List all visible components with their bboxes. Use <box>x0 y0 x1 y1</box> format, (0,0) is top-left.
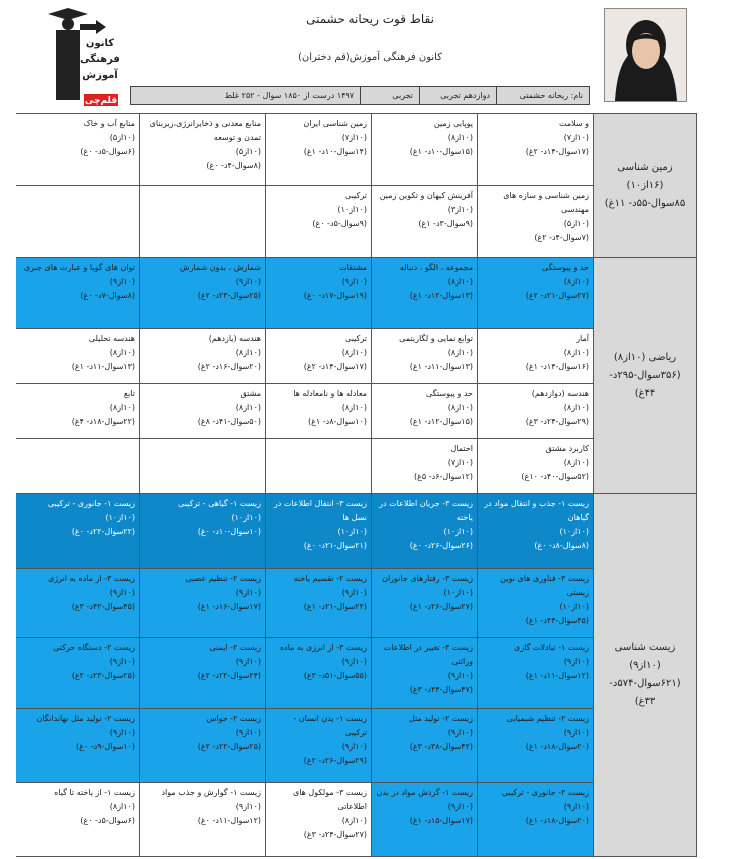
table-row <box>16 114 697 186</box>
topic-name: هندسه (یازدهم) <box>208 334 261 343</box>
topic-detail: (۶سوال-۵د- ۰غ) <box>80 147 135 156</box>
topic-score: (۱۰از۸) <box>341 403 367 412</box>
topic-name: زیست ۳- مولکول های اطلاعاتی <box>292 788 367 811</box>
topic-cell <box>478 186 594 258</box>
topic-score: (۱۰از۷) <box>341 133 367 142</box>
topic-name: زیست ۱- از یاخته تا گیاه <box>54 788 135 797</box>
topic-name: زیست ۱- گردش مواد در بدن <box>376 788 473 797</box>
topic-cell <box>372 258 478 329</box>
topic-cell <box>266 494 372 569</box>
student-name: نام: ریحانه حشمتی <box>496 87 589 104</box>
topic-detail: (۱۵سوال-۱۰د- ۱غ) <box>409 147 473 156</box>
topic-cell <box>16 439 140 494</box>
topic-detail: (۲۴سوال-۲۲د- ۲غ) <box>197 671 261 680</box>
topic-score: (۱۰از۸) <box>563 348 589 357</box>
topic-score: (۱۰از۹) <box>563 657 589 666</box>
topic-cell <box>478 384 594 439</box>
topic-detail: (۱۲سوال-۶د- ۵غ) <box>414 472 473 481</box>
topic-cell <box>16 783 140 857</box>
topic-name: زیست ۳- انتقال اطلاعات در نسل ها <box>273 499 367 522</box>
topic-detail: (۸سوال-۸د- ۰غ) <box>534 541 589 550</box>
topic-cell <box>16 114 140 186</box>
topic-cell <box>266 569 372 638</box>
topic-name: زیست ۲- تولید مثل نهاندانگان <box>36 714 135 723</box>
topic-name: زیست ۳- جریان اطلاعات در یاخته <box>379 499 473 522</box>
subject-cell <box>594 494 697 857</box>
topic-cell <box>478 569 594 638</box>
topic-score: (۱۰از۸) <box>447 403 473 412</box>
subject-cell <box>594 114 697 258</box>
topic-detail: (۲۰سوال-۱۶د- ۲غ) <box>197 362 261 371</box>
topic-detail: (۱۷سوال-۱۵د- ۱غ) <box>409 816 473 825</box>
topic-name: زیست ۳- از ماده به انرژی <box>47 574 135 583</box>
topic-cell <box>266 783 372 857</box>
topic-detail: (۴۵سوال-۴۲د- ۳غ) <box>71 602 135 611</box>
topic-cell <box>478 783 594 857</box>
topic-score: (۱۰از۹) <box>341 588 367 597</box>
logo-line-4: قلم‌چی <box>84 96 118 106</box>
topic-cell <box>478 114 594 186</box>
topic-detail: (۱۳سوال-۱۱د- ۱غ) <box>409 362 473 371</box>
topic-cell <box>16 638 140 709</box>
student-grade: دوازدهم تجربی <box>419 87 496 104</box>
page-subtitle: کانون فرهنگی آموزش(قم دختران) <box>298 52 442 63</box>
topic-detail: (۱۴سوال-۱۰د- ۱غ) <box>303 147 367 156</box>
topic-name: زمین شناسی و سازه های مهندسی <box>503 191 589 214</box>
topic-cell <box>266 638 372 709</box>
topics-table <box>16 113 697 857</box>
topic-cell <box>478 329 594 384</box>
topic-score: (۱۰از۵) <box>235 147 261 156</box>
topic-cell <box>478 709 594 783</box>
topic-detail: (۸سوال-۴د- ۰غ) <box>206 161 261 170</box>
topic-cell <box>372 114 478 186</box>
topic-detail: (۴۷سوال-۴۴د- ۳غ) <box>409 685 473 694</box>
topic-cell <box>372 783 478 857</box>
topic-score: (۱۰از۹) <box>563 728 589 737</box>
topic-cell <box>478 494 594 569</box>
topic-cell <box>16 494 140 569</box>
topic-score: (۱۰از۹) <box>235 657 261 666</box>
topic-cell <box>140 384 266 439</box>
topic-detail: (۱۷سوال-۱۴د- ۲غ) <box>525 147 589 156</box>
topic-cell <box>372 329 478 384</box>
topic-detail: (۱۵سوال-۱۲د- ۱غ) <box>409 417 473 426</box>
topic-score: (۱۰از۹) <box>109 657 135 666</box>
topic-detail: (۱۷سوال-۱۶د- ۱غ) <box>197 602 261 611</box>
topic-detail: (۱۷سوال-۱۴د- ۲غ) <box>303 362 367 371</box>
topic-name: منابع آب و خاک <box>83 119 135 128</box>
topic-detail: (۲۲سوال-۲۱د- ۱غ) <box>303 602 367 611</box>
student-field: تجربی <box>360 87 419 104</box>
topic-cell <box>140 709 266 783</box>
topic-score: (۱۰از۱۰) <box>443 527 473 536</box>
subject-label: ریاضی (۱۰از۸) (۳۵۶سوال-۲۹۵د- ۴۴غ) <box>609 351 681 399</box>
topic-cell <box>140 494 266 569</box>
topic-score: (۱۰از۷) <box>447 458 473 467</box>
topic-cell <box>16 258 140 329</box>
topic-score: (۱۰از۱۰) <box>231 513 261 522</box>
topic-name: آفرینش کیهان و تکوین زمین <box>379 191 473 200</box>
table-row <box>16 494 697 569</box>
topic-score: (۱۰از۸) <box>341 816 367 825</box>
topic-name: منابع معدنی و ذخایرانرژی،زیربنای تمدن و توسعه <box>149 119 261 142</box>
topic-score: (۱۰از۹) <box>447 802 473 811</box>
topic-cell <box>16 384 140 439</box>
topic-cell <box>140 186 266 258</box>
logo-line-3: آموزش <box>82 70 118 81</box>
topic-score: (۱۰از۹) <box>341 742 367 751</box>
topic-score: (۱۰از۸) <box>447 348 473 357</box>
topic-name: توابع نمایی و لگاریتمی <box>399 334 473 343</box>
topic-score: (۱۰از۹) <box>447 671 473 680</box>
topic-detail: (۲۵سوال-۲۳د- ۲غ) <box>197 291 261 300</box>
topic-cell <box>266 709 372 783</box>
topic-score: (۱۰از۱۰) <box>443 588 473 597</box>
kanoon-logo <box>34 6 126 106</box>
topic-detail: (۲۰سوال-۱۸د- ۱غ) <box>525 816 589 825</box>
topic-detail: (۱۲سوال-۱۱د- ۱غ) <box>525 671 589 680</box>
topic-cell <box>140 329 266 384</box>
topic-detail: (۱۳سوال-۱۲د- ۱غ) <box>409 291 473 300</box>
topic-cell <box>266 439 372 494</box>
topic-cell <box>140 114 266 186</box>
topic-name: و سلامت <box>558 119 589 128</box>
topic-detail: (۱۰سوال-۹د- ۰غ) <box>76 742 135 751</box>
topic-cell <box>140 638 266 709</box>
topic-detail: (۲۲سوال-۲۲د- ۰غ) <box>71 527 135 536</box>
topic-score: (۱۰از۸) <box>447 277 473 286</box>
topic-detail: (۴۵سوال-۴۴د- ۱غ) <box>525 616 589 625</box>
topic-detail: (۲۷سوال-۲۱د- ۲غ) <box>525 291 589 300</box>
topic-score: (۱۰از۵) <box>563 219 589 228</box>
strengths-table <box>16 113 697 859</box>
topic-cell <box>372 494 478 569</box>
topic-detail: (۸سوال-۷د- ۰غ) <box>80 291 135 300</box>
topic-cell <box>372 638 478 709</box>
topic-name: زیست ۱- تبادلات گازی <box>514 643 589 652</box>
topic-name: حد و پیوستگی <box>541 263 589 272</box>
topic-score: (۱۰از۱۰) <box>559 527 589 536</box>
topic-score: (۱۰از۹) <box>341 657 367 666</box>
topic-detail: (۶سوال-۵د- ۰غ) <box>80 816 135 825</box>
topic-name: هندسه تحلیلی <box>88 334 135 343</box>
topic-score: (۱۰از۸) <box>235 403 261 412</box>
topic-detail: (۹سوال-۵د- ۰غ) <box>312 219 367 228</box>
topic-score: (۱۰از۹) <box>109 277 135 286</box>
topic-name: زیست ۲- دستگاه حرکتی <box>53 643 135 652</box>
topic-score: (۱۰از۱۰) <box>337 527 367 536</box>
topic-score: (۱۰از۸) <box>563 458 589 467</box>
topic-score: (۱۰از۹) <box>341 277 367 286</box>
topic-cell <box>140 783 266 857</box>
topic-detail: (۱۰سوال-۸د- ۱غ) <box>308 417 367 426</box>
topic-detail: (۵۵سوال-۵۱د- ۳غ) <box>303 671 367 680</box>
topic-cell <box>372 569 478 638</box>
table-row <box>16 258 697 329</box>
topic-cell <box>372 384 478 439</box>
topic-score: (۱۰از۹) <box>447 728 473 737</box>
topic-score: (۱۰از۹) <box>109 728 135 737</box>
topic-cell <box>266 114 372 186</box>
topic-name: زیست ۱- پدن انسان - ترکیبی <box>293 714 367 737</box>
topic-detail: (۱۶سوال-۱۴د- ۱غ) <box>525 362 589 371</box>
topic-score: (۱۰از۸) <box>109 403 135 412</box>
topic-name: معادله ها و نامعادله ها <box>293 389 367 398</box>
topic-score: (۱۰از۸) <box>341 348 367 357</box>
topic-detail: (۲۵سوال-۲۳د- ۲غ) <box>71 671 135 680</box>
topic-detail: (۲۹سوال-۲۶د- ۲غ) <box>303 756 367 765</box>
topic-detail: (۲۶سوال-۲۶د- ۰غ) <box>409 541 473 550</box>
topic-detail: (۹سوال-۳د- ۱غ) <box>418 219 473 228</box>
topic-cell <box>140 569 266 638</box>
topic-score: (۱۰از۸) <box>563 277 589 286</box>
topic-name: زیست ۲- تنظیم شیمیایی <box>506 714 589 723</box>
subject-label: زمین شناسی (۱۶از۱۰) ۸۵سوال-۵۵د- ۱۱غ) <box>604 161 686 209</box>
topic-score: (۱۰از۵) <box>109 133 135 142</box>
topic-name: حد و پیوستگی <box>425 389 473 398</box>
topic-detail: (۲۷سوال-۲۶د- ۱غ) <box>409 602 473 611</box>
topic-name: زیست ۳- رفتارهای جانوران <box>382 574 473 583</box>
topic-cell <box>372 439 478 494</box>
topic-name: پوپایی زمین <box>433 119 473 128</box>
topic-name: آمار <box>576 334 589 343</box>
topic-score: (۱۰از۹) <box>235 802 261 811</box>
topic-score: (۱۰از۹) <box>235 728 261 737</box>
topic-cell <box>372 186 478 258</box>
topic-name: مجموعه ، الگو ، دنباله <box>399 263 473 272</box>
topic-detail: (۲۷سوال-۲۴د- ۳غ) <box>303 830 367 839</box>
topic-name: زیست ۱- جانوری - ترکیبی <box>47 499 135 508</box>
topic-name: احتمال <box>450 444 473 453</box>
topic-name: ترکیبی <box>345 334 367 343</box>
topic-name: مشتقات <box>339 263 367 272</box>
page-title: نقاط قوت ریحانه حشمتی <box>306 12 434 26</box>
topic-name: زیست ۲- تنظیم عصبی <box>185 574 261 583</box>
topic-score: (۱۰از۹) <box>563 802 589 811</box>
student-info-bar <box>130 86 590 105</box>
subject-label: زیست شناسی (۱۰از۹) (۶۲۱سوال-۵۷۴د- ۳۳غ) <box>609 642 681 707</box>
topic-name: زیست ۲- تولید مثل <box>408 714 473 723</box>
student-stats: ۱۴۹۷ درست از ۱۸۵۰ سوال - ۲۵۲ غلط <box>224 91 354 100</box>
student-photo <box>604 8 687 102</box>
topic-name: ترکیبی <box>345 191 367 200</box>
topic-score: (۱۰از۹) <box>235 277 261 286</box>
topic-detail: (۱۰سوال-۱۰د- ۰غ) <box>197 527 261 536</box>
topic-name: زیست ۳- فناوری های نوین زیستی <box>500 574 589 597</box>
topic-score: (۱۰از۸) <box>235 348 261 357</box>
topic-detail: (۴۲سوال-۳۸د- ۳غ) <box>409 742 473 751</box>
topic-detail: (۵۰سوال-۴۱د- ۸غ) <box>197 417 261 426</box>
topic-name: زیست ۱- گیاهی - ترکیبی <box>178 499 261 508</box>
topic-name: زیست ۳- از انرژی به ماده <box>279 643 367 652</box>
topic-score: (۱۰از۱۰) <box>559 602 589 611</box>
topic-cell <box>16 569 140 638</box>
topic-detail: (۲۱سوال-۲۱د- ۰غ) <box>303 541 367 550</box>
topic-detail: (۲۲سوال-۱۸د- ۴غ) <box>71 417 135 426</box>
topic-score: (۱۰از۱۰) <box>337 205 367 214</box>
topic-cell <box>140 439 266 494</box>
topic-detail: (۱۲سوال-۱۱د- ۰غ) <box>197 816 261 825</box>
topic-name: شمارش ، بدون شمارش <box>179 263 261 272</box>
topic-detail: (۵۲سوال-۴۰د- ۱۰غ) <box>521 472 589 481</box>
topic-detail: (۷سوال-۴د- ۲غ) <box>534 233 589 242</box>
subject-cell <box>594 258 697 494</box>
topic-cell <box>266 329 372 384</box>
topic-detail: (۱۳سوال-۱۱د- ۱غ) <box>71 362 135 371</box>
topic-cell <box>16 329 140 384</box>
topic-name: هندسه (دوازدهم) <box>531 389 589 398</box>
topic-score: (۱۰از۹) <box>109 588 135 597</box>
topic-name: تابع <box>123 389 135 398</box>
topic-cell <box>478 638 594 709</box>
report-header <box>0 0 741 106</box>
topic-score: (۱۰از۸) <box>563 403 589 412</box>
topic-name: مشتق <box>240 389 261 398</box>
topic-name: زمین شناسی ایران <box>303 119 367 128</box>
topic-cell <box>16 186 140 258</box>
topic-name: توان های گویا و عبارت های جبری <box>23 263 135 272</box>
logo-line-2: فرهنگی <box>80 54 120 65</box>
topic-cell <box>478 258 594 329</box>
topic-cell <box>266 186 372 258</box>
topic-detail: (۲۰سوال-۱۸د- ۱غ) <box>525 742 589 751</box>
topic-score: (۱۰از۸) <box>109 348 135 357</box>
topic-cell <box>372 709 478 783</box>
topic-name: کاربرد مشتق <box>545 444 589 453</box>
topic-cell <box>266 258 372 329</box>
topic-name: زیست ۲- تقسیم یاخته <box>293 574 367 583</box>
topic-cell <box>16 709 140 783</box>
topic-score: (۱۰از۹) <box>235 588 261 597</box>
topic-detail: (۱۹سوال-۱۷د- ۰غ) <box>303 291 367 300</box>
logo-line-1: کانون <box>85 38 115 49</box>
topic-name: زیست ۱- جذب و انتقال مواد در گیاهان <box>484 499 589 522</box>
topic-detail: (۲۹سوال-۲۴د- ۳غ) <box>525 417 589 426</box>
topic-score: (۱۰از۱۰) <box>105 513 135 522</box>
topic-detail: (۲۵سوال-۲۲د- ۲غ) <box>197 742 261 751</box>
topic-score: (۱۰از۸) <box>109 802 135 811</box>
topic-cell <box>478 439 594 494</box>
topic-cell <box>266 384 372 439</box>
topic-name: زیست ۲- ایمنی <box>209 643 261 652</box>
topic-name: زیست ۱- گوارش و جذب مواد <box>161 788 261 797</box>
topic-score: (۱۰از۳) <box>447 205 473 214</box>
topic-name: زیست ۲- حواس <box>206 714 261 723</box>
topic-name: زیست ۲- جانوری - ترکیبی <box>501 788 589 797</box>
topic-score: (۱۰از۸) <box>447 133 473 142</box>
topic-score: (۱۰از۷) <box>563 133 589 142</box>
topic-name: زیست ۳- تغییر در اطلاعات وراثتی <box>383 643 473 666</box>
topic-cell <box>140 258 266 329</box>
